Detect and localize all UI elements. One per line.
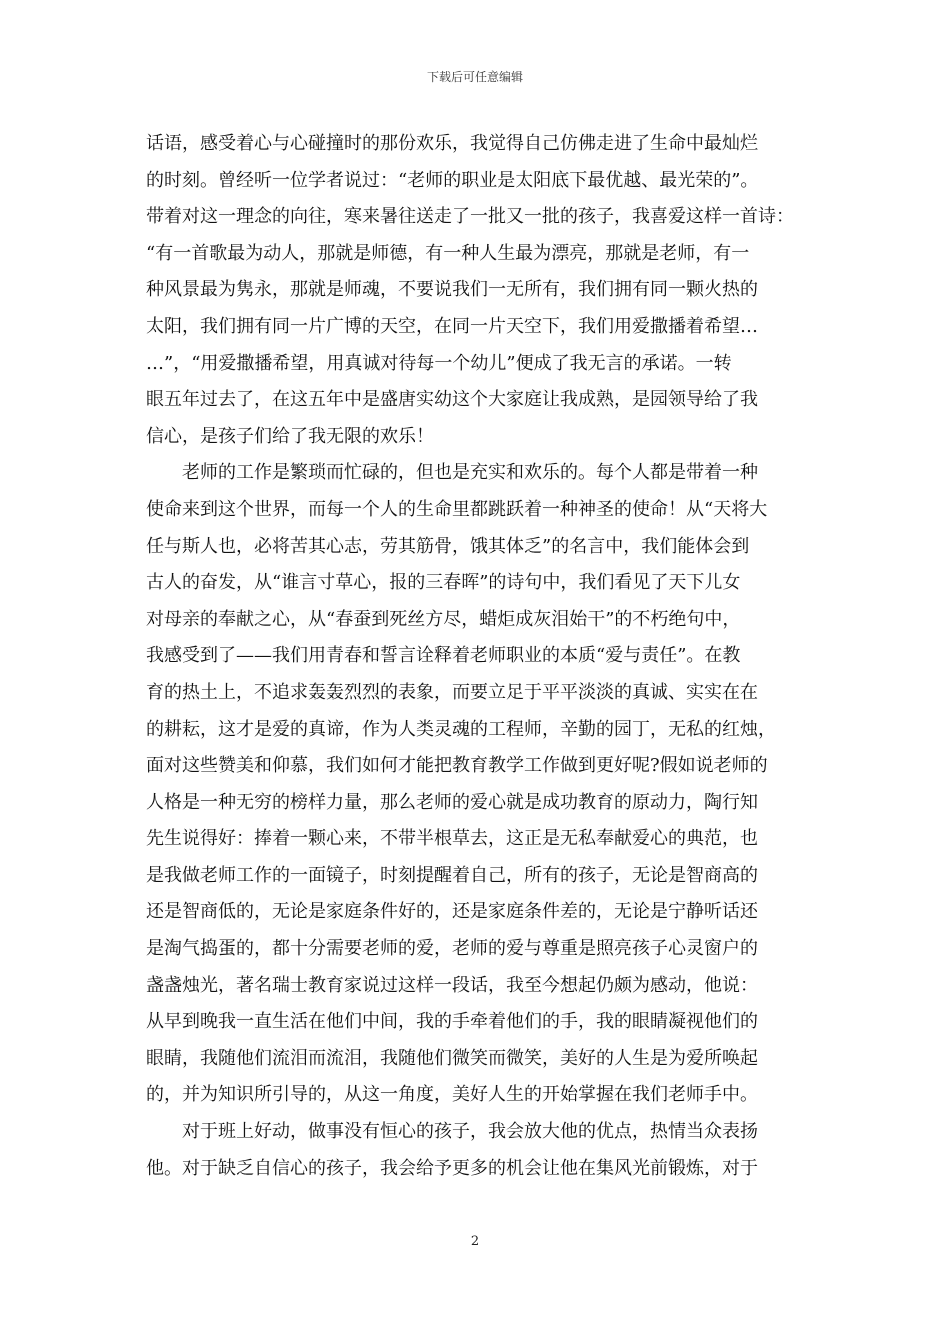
page-header: 下载后可任意编辑 [426,70,523,84]
text-line: 先生说得好：捧着一颗心来，不带半根草去，这正是无私奉献爱心的典范，也 [146,828,758,850]
text-line: 对母亲的奉献之心，从“春蚕到死丝方尽，蜡炬成灰泪始干”的不朽绝句中， [146,608,741,630]
text-line: 从早到晚我一直生活在他们中间，我的手牵着他们的手，我的眼睛凝视他们的 [146,1011,758,1033]
text-line: 是我做老师工作的一面镜子，时刻提醒着自己，所有的孩子，无论是智商高的 [146,864,758,886]
text-line: 盏盏烛光，著名瑞士教育家说过这样一段话，我至今想起仍颇为感动，他说： [146,974,758,996]
text-line: 是淘气捣蛋的，都十分需要老师的爱，老师的爱与尊重是照亮孩子心灵窗户的 [146,938,758,960]
paragraph-first-line: 老师的工作是繁琐而忙碌的，但也是充实和欢乐的。每个人都是带着一种 [182,462,758,484]
text-line: 使命来到这个世界，而每一个人的生命里都跳跃着一种神圣的使命！从“天将大 [146,498,768,520]
text-line: 任与斯人也，必将苦其心志，劳其筋骨，饿其体乏”的名言中，我们能体会到 [146,535,750,557]
text-line: 带着对这一理念的向往，寒来暑往送走了一批又一批的孩子，我喜爱这样一首诗： [146,206,794,228]
text-line: 话语，感受着心与心碰撞时的那份欢乐，我觉得自己仿佛走进了生命中最灿烂 [146,133,758,154]
paragraph-first-line: 对于班上好动，做事没有恒心的孩子，我会放大他的优点，热情当众表扬 [182,1121,758,1143]
page-number: 2 [470,1234,480,1249]
text-line: 育的热土上，不追求轰轰烈烈的表象，而要立足于平平淡淡的真诚、实实在在 [146,681,758,703]
text-line: 人格是一种无穷的榜样力量，那么老师的爱心就是成功教育的原动力，陶行知 [146,791,758,813]
document-body [146,126,816,1187]
text-line: 他。对于缺乏自信心的孩子，我会给予更多的机会让他在集风光前锻炼，对于 [146,1157,758,1179]
text-line: 太阳，我们拥有同一片广博的天空，在同一片天空下，我们用爱撒播着希望… [146,315,758,337]
text-line: 古人的奋发，从“谁言寸草心，报的三春晖”的诗句中，我们看见了天下儿女 [146,572,741,594]
text-line: “有一首歌最为动人，那就是师德，有一种人生最为漂亮，那就是老师，有一 [146,242,750,264]
text-line: 眼五年过去了，在这五年中是盛唐实幼这个大家庭让我成熟，是园领导给了我 [146,389,758,411]
text-line: 眼睛，我随他们流泪而流泪，我随他们微笑而微笑，美好的人生是为爱所唤起 [146,1047,758,1069]
text-line: 的，并为知识所引导的，从这一角度，美好人生的开始掌握在我们老师手中。 [146,1084,758,1106]
text-line: 的耕耘，这才是爱的真谛，作为人类灵魂的工程师，辛勤的园丁，无私的红烛， [146,718,776,740]
text-line: 信心，是孩子们给了我无限的欢乐！ [146,425,434,447]
text-line: 的时刻。曾经听一位学者说过：“老师的职业是太阳底下最优越、最光荣的”。 [146,169,759,191]
text-line: 种风景最为隽永，那就是师魂，不要说我们一无所有，我们拥有同一颗火热的 [146,279,758,301]
text-line: 还是智商低的，无论是家庭条件好的，还是家庭条件差的，无论是宁静听话还 [146,901,758,923]
text-line: 面对这些赞美和仰慕，我们如何才能把教育教学工作做到更好呢?假如说老师的 [146,755,768,777]
text-line: …”，“用爱撒播希望，用真诚对待每一个幼儿”便成了我无言的承诺。一转 [146,352,732,374]
text-line: 我感受到了——我们用青春和誓言诠释着老师职业的本质“爱与责任”。在教 [146,645,741,667]
